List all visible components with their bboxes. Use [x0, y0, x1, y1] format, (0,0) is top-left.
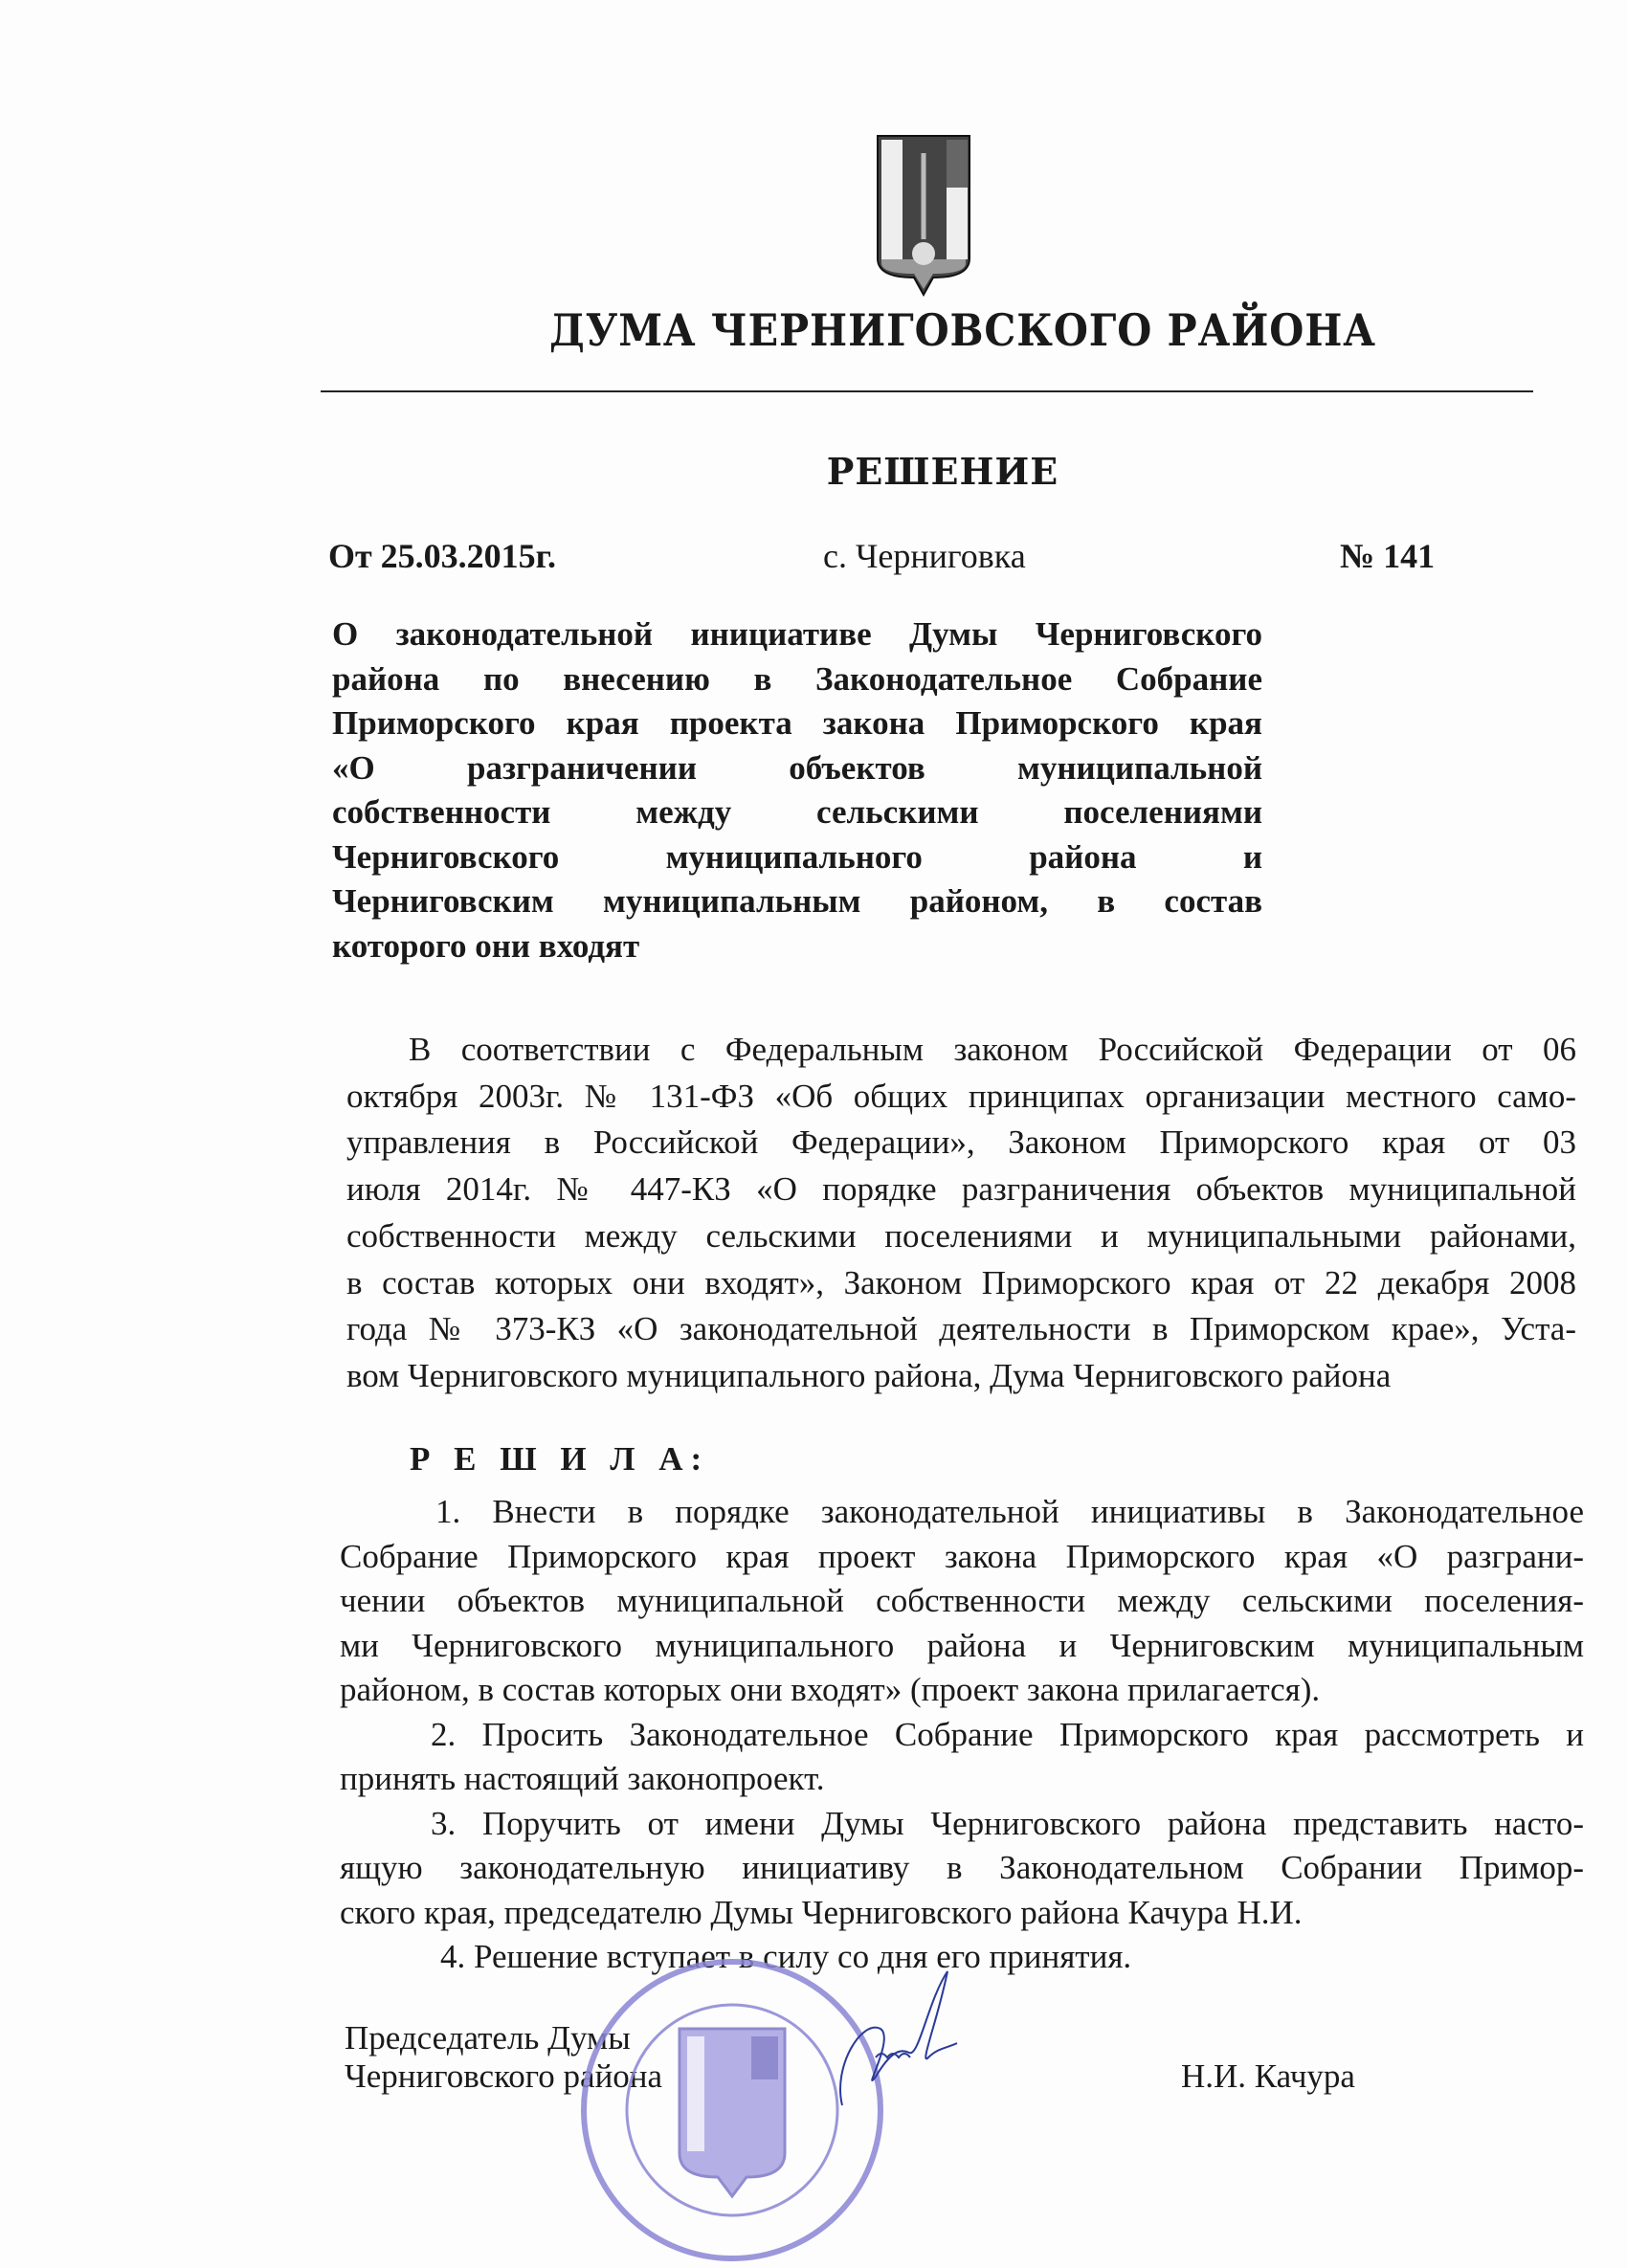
item-line: 4. Решение вступает в силу со дня его принятия.	[440, 1938, 1132, 1975]
title-line: района по внесению в Законодательное Собрание	[332, 659, 1262, 698]
preamble-line: октября 2003г. № 131-ФЗ «Об общих принципах организации местного само-	[346, 1077, 1576, 1115]
preamble-line: года № 373-КЗ «О законодательной деятельности в Приморском крае», Уста-	[346, 1310, 1576, 1348]
item-line: 1. Внести в порядке законодательной инициативы в Законодательное	[435, 1493, 1584, 1530]
item-line: 3. Поручить от имени Думы Черниговского района представить насто-	[431, 1804, 1584, 1842]
position-line: Председатель Думы	[345, 2019, 631, 2057]
title-line: О законодательной инициативе Думы Черниговского	[332, 615, 1262, 653]
signatory-name: Н.И. Качура	[1181, 2057, 1355, 2095]
document-type: РЕШЕНИЕ	[826, 450, 1059, 493]
item-line: ми Черниговского муниципального района и Черниговским муниципальным	[340, 1626, 1584, 1664]
document-title	[332, 612, 1262, 968]
document-place: с. Черниговка	[823, 537, 1026, 575]
item-line: чении объектов муниципальной собственности между сельскими поселения-	[340, 1582, 1584, 1619]
position-line: Черниговского района	[345, 2057, 663, 2095]
preamble-line: в состав которых они входят», Законом Приморского края от 22 декабря 2008	[346, 1263, 1576, 1301]
preamble-paragraph	[346, 1027, 1576, 1400]
preamble-line: собственности между сельскими поселениями и муниципальными районами,	[346, 1216, 1576, 1255]
item-line: ского края, председателю Думы Черниговского района Качура Н.И.	[340, 1893, 1303, 1931]
document-date: От 25.03.2015г.	[328, 537, 556, 575]
header-divider	[321, 390, 1533, 392]
item-line: 2. Просить Законодательное Собрание Приморского края рассмотреть и	[431, 1715, 1584, 1753]
item-line: принять настоящий законопроект.	[340, 1760, 825, 1797]
item-line: Собрание Приморского края проект закона Приморского края «О разграни-	[340, 1537, 1584, 1575]
title-line: которого они входят	[332, 926, 640, 965]
preamble-line: управления в Российской Федерации», Законом Приморского края от 03	[346, 1123, 1576, 1162]
preamble-line: В соответствии с Федеральным законом Российской Федерации от 06	[409, 1031, 1576, 1068]
title-line: Черниговского муниципального района и	[332, 837, 1262, 876]
handwritten-signature	[823, 1962, 1014, 2115]
title-line: «О разграничении объектов муниципальной	[332, 748, 1262, 787]
title-line: собственности между сельскими поселениями	[332, 793, 1262, 831]
preamble-line: вом Черниговского муниципального района, Дума Черниговского района	[346, 1356, 1392, 1394]
coat-of-arms-emblem	[876, 134, 971, 297]
document-number: № 141	[1340, 537, 1436, 575]
title-line: Черниговским муниципальным районом, в состав	[332, 882, 1262, 920]
item-line: ящую законодательную инициативу в Законодательном Собрании Примор-	[340, 1849, 1584, 1886]
resolved-heading: Р Е Ш И Л А:	[410, 1440, 710, 1478]
organization-heading: ДУМА ЧЕРНИГОВСКОГО РАЙОНА	[549, 304, 1376, 356]
item-line: районом, в состав которых они входят» (проект закона прилагается).	[340, 1671, 1321, 1708]
preamble-line: июля 2014г. № 447-КЗ «О порядке разграничения объектов муниципальной	[346, 1170, 1576, 1209]
resolution-items	[340, 1490, 1584, 1980]
title-line: Приморского края проекта закона Приморского края	[332, 704, 1262, 742]
